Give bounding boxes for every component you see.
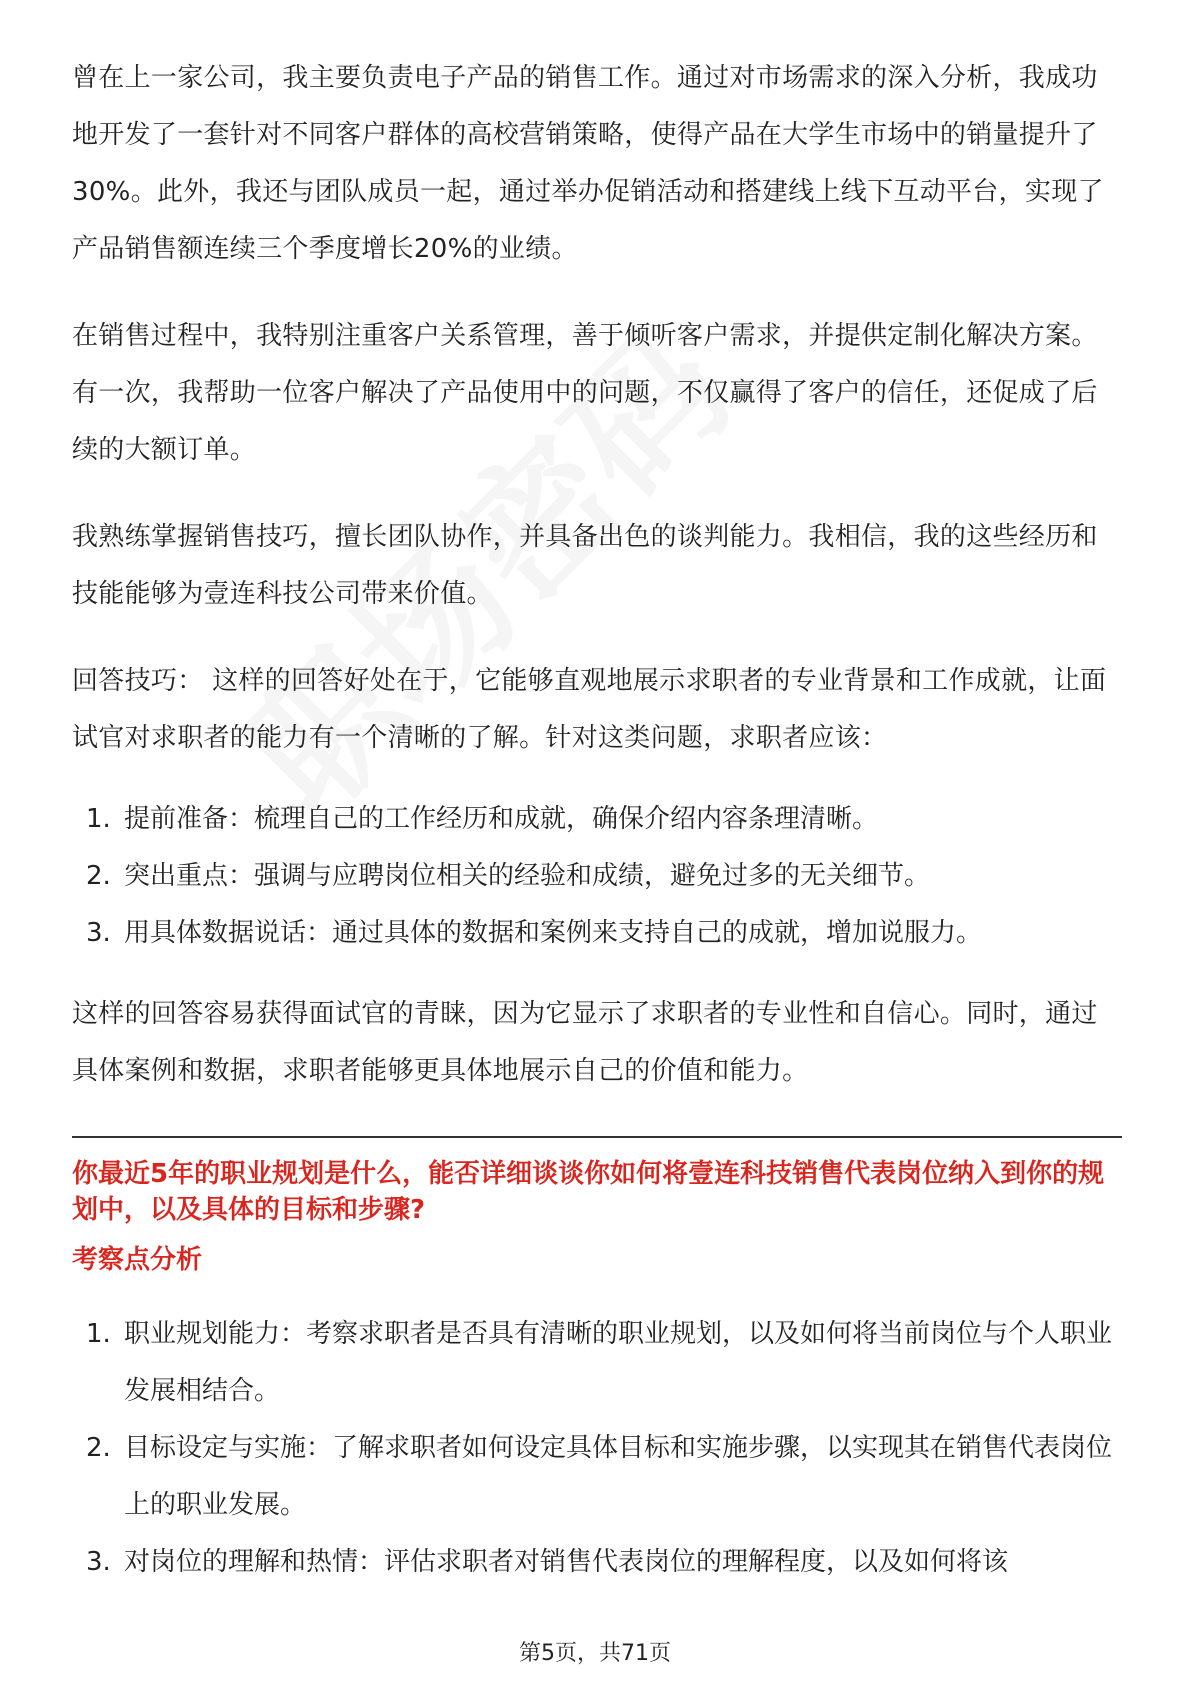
list-number: 3. [86, 1547, 111, 1577]
list-number: 1. [86, 1319, 111, 1349]
list-item [72, 848, 1122, 905]
page-number: 第5页，共71页 [519, 1641, 671, 1666]
analysis-heading: 考察点分析 [72, 1245, 203, 1275]
list-item [72, 1306, 1122, 1420]
list-number: 2. [86, 1433, 111, 1463]
list-number: 2. [86, 861, 111, 891]
list-item [72, 1534, 1122, 1591]
list-item [72, 1420, 1122, 1534]
paragraph-closing: 这样的回答容易获得面试官的青睐，因为它显示了求职者的专业性和自信心。同时，通过具体案例和数据，求职者能够更具体地展示自己的价值和能力。 [72, 999, 1098, 1086]
list-text: 对岗位的理解和热情：评估求职者对销售代表岗位的理解程度，以及如何将该 [124, 1547, 1009, 1577]
list-text: 职业规划能力：考察求职者是否具有清晰的职业规划，以及如何将当前岗位与个人职业发展相结合。 [124, 1319, 1113, 1406]
paragraph-experience: 曾在上一家公司，我主要负责电子产品的销售工作。通过对市场需求的深入分析，我成功地开发了一套针对不同客户群体的高校营销策略，使得产品在大学生市场中的销量提升了30%。此外，我还与团队成员一起，通过举办促销活动和搭建线上线下互动平台，实现了产品销售额连续三个季度增长20%的业绩。 [72, 63, 1104, 264]
paragraph-customer-relations: 在销售过程中，我特别注重客户关系管理，善于倾听客户需求，并提供定制化解决方案。有一次，我帮助一位客户解决了产品使用中的问题，不仅赢得了客户的信任，还促成了后续的大额订单。 [72, 321, 1098, 465]
paragraph-skills: 我熟练掌握销售技巧，擅长团队协作，并具备出色的谈判能力。我相信，我的这些经历和技能能够为壹连科技公司带来价值。 [72, 522, 1098, 609]
list-item [72, 791, 1122, 848]
analysis-list [72, 1306, 1122, 1591]
tips-list [72, 791, 1122, 962]
list-number: 1. [86, 804, 111, 834]
list-item [72, 905, 1122, 962]
question-heading: 你最近5年的职业规划是什么，能否详细谈谈你如何将壹连科技销售代表岗位纳入到你的规划中，以及具体的目标和步骤? [72, 1159, 1105, 1225]
list-text: 突出重点：强调与应聘岗位相关的经验和成绩，避免过多的无关细节。 [124, 861, 931, 891]
paragraph-answer-tips: 回答技巧： 这样的回答好处在于，它能够直观地展示求职者的专业背景和工作成就，让面试官对求职者的能力有一个清晰的了解。针对这类问题，求职者应该： [72, 666, 1107, 753]
list-text: 用具体数据说话：通过具体的数据和案例来支持自己的成就，增加说服力。 [124, 918, 983, 948]
document-body [72, 50, 1122, 1591]
list-text: 目标设定与实施：了解求职者如何设定具体目标和实施步骤，以实现其在销售代表岗位上的职业发展。 [124, 1433, 1113, 1520]
list-number: 3. [86, 918, 111, 948]
list-text: 提前准备：梳理自己的工作经历和成就，确保介绍内容条理清晰。 [124, 804, 879, 834]
